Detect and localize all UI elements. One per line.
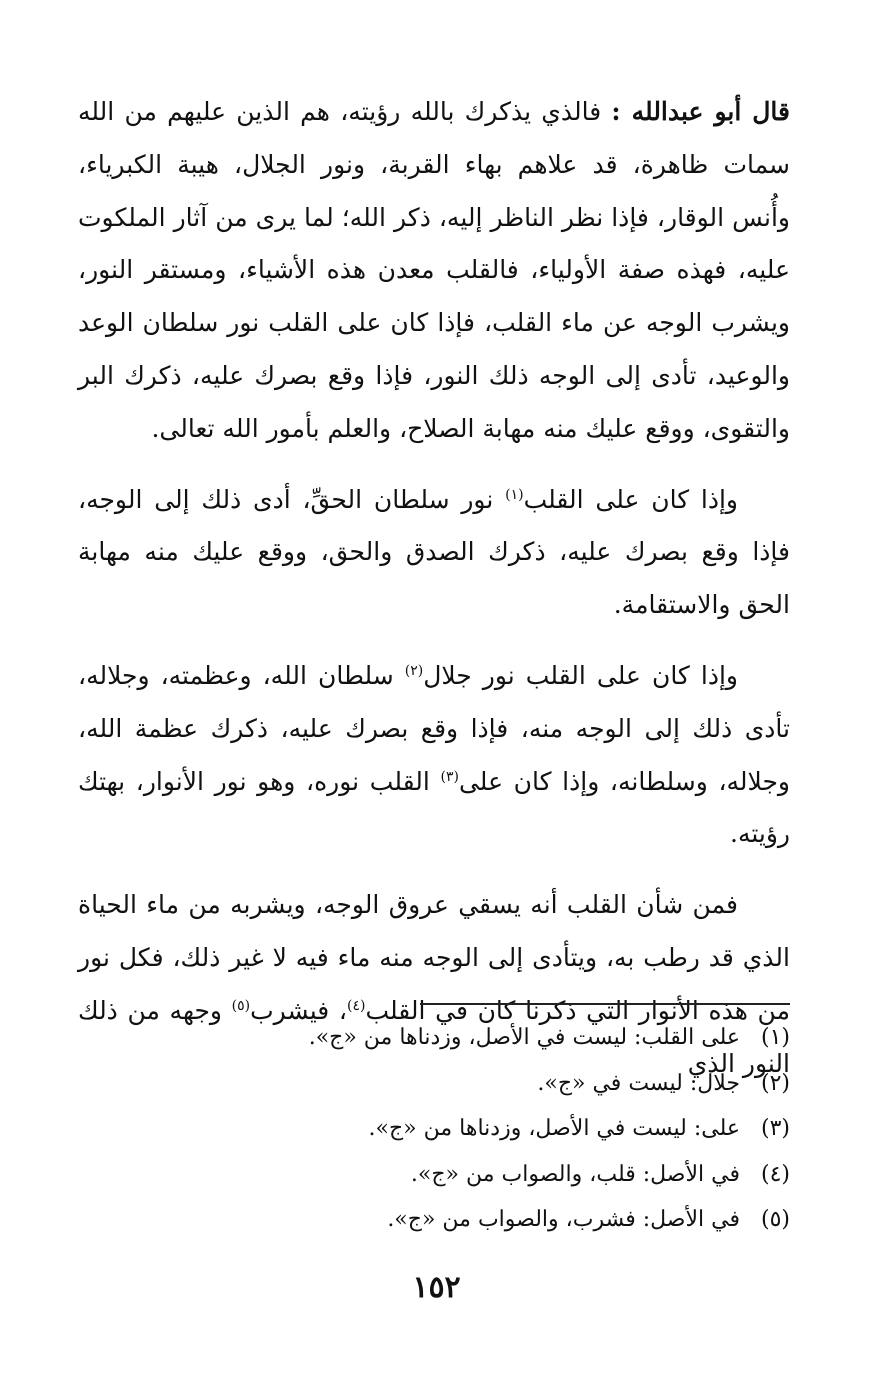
footnote-text: في الأصل: فشرب، والصواب من «ج». [387,1207,740,1232]
footnote-item [78,1152,790,1198]
footnote-text: جلال: ليست في «ج». [537,1070,740,1096]
paragraph-lead: قال أبو عبدالله : [611,97,790,126]
paragraph-text: ، فيشرب [250,995,347,1025]
paragraph-text: فالذي يذكرك بالله رؤيته، هم الذين عليهم من الله سمات ظاهرة، قد علاهم بهاء القربة، ونور الجلال، هيبة الكبرياء، وأُنس الوقار، فإذا نظر الناظر إليه، ذكر الله؛ لما يرى من آثار الملكوت عليه، فهذه صفة الأولياء، فالقلب معدن هذه الأشياء، ومستقر النور، ويشرب الوجه عن ماء القلب، فإذا كان على القلب نور سلطان الوعد والوعيد، تأدى إلى الوجه ذلك النور، فإذا وقع بصرك عليه، ذكرك البر والتقوى، ووقع عليك منه مهابة الصلاح، والعلم بأمور الله تعالى. [78,97,790,443]
footnote-text: على القلب: ليست في الأصل، وزدناها من «ج». [308,1025,740,1050]
paragraph-1 [78,86,790,456]
footnote-text: على: ليست في الأصل، وزدناها من «ج». [368,1116,740,1141]
footnote-ref-5: (٥) [231,997,251,1014]
footnote-number: (١) [760,1025,790,1050]
paragraph-text: وجهه من ذلك النور الذي [78,995,790,1078]
paragraph-text: القلب نوره، وهو نور الأنوار، بهتك رؤيته. [78,766,790,849]
paragraph-text: سلطان الله، وعظمته، وجلاله، تأدى ذلك إلى الوجه منه، فإذا وقع بصرك عليه، ذكرك عظمة الله، وجلاله، وسلطانه، وإذا كان على [78,660,790,796]
footnote-number: (٢) [760,1070,790,1096]
footnote-item [78,1106,790,1152]
main-text [78,86,790,1090]
paragraph-text: نور سلطان الحقِّ، أدى ذلك إلى الوجه، فإذا وقع بصرك عليه، ذكرك الصدق والحق، ووقع عليك منه مهابة الحق والاستقامة. [78,484,790,620]
footnote-text: في الأصل: قلب، والصواب من «ج». [410,1161,740,1187]
footnote-item [78,1061,790,1107]
paragraph-text: فمن شأن القلب أنه يسقي عروق الوجه، ويشربه من ماء الحياة الذي قد رطب به، ويتأدى إلى الوجه منه ماء فيه لا غير ذلك، فكل نور من هذه الأنوار التي ذكرنا كان في القلب [78,890,790,1025]
footnote-item [78,1197,790,1243]
paragraph-3 [78,650,790,861]
footnote-number: (٣) [760,1116,790,1141]
footnote-ref-2: (٢) [404,662,424,679]
paragraph-text: وإذا كان على القلب نور جلال [423,660,738,690]
paragraph-text: وإذا كان على القلب [523,484,738,514]
paragraph-2 [78,474,790,632]
footnotes-list [78,1015,790,1243]
footnote-number: (٥) [760,1207,790,1232]
footnote-ref-4: (٤) [346,997,366,1014]
footnote-number: (٤) [760,1161,790,1187]
page-number: ١٥٢ [412,1270,461,1305]
footnote-ref-3: (٣) [440,768,459,785]
footnote-divider [420,1003,790,1005]
footnote-item [78,1015,790,1061]
footnote-ref-1: (١) [505,486,524,503]
